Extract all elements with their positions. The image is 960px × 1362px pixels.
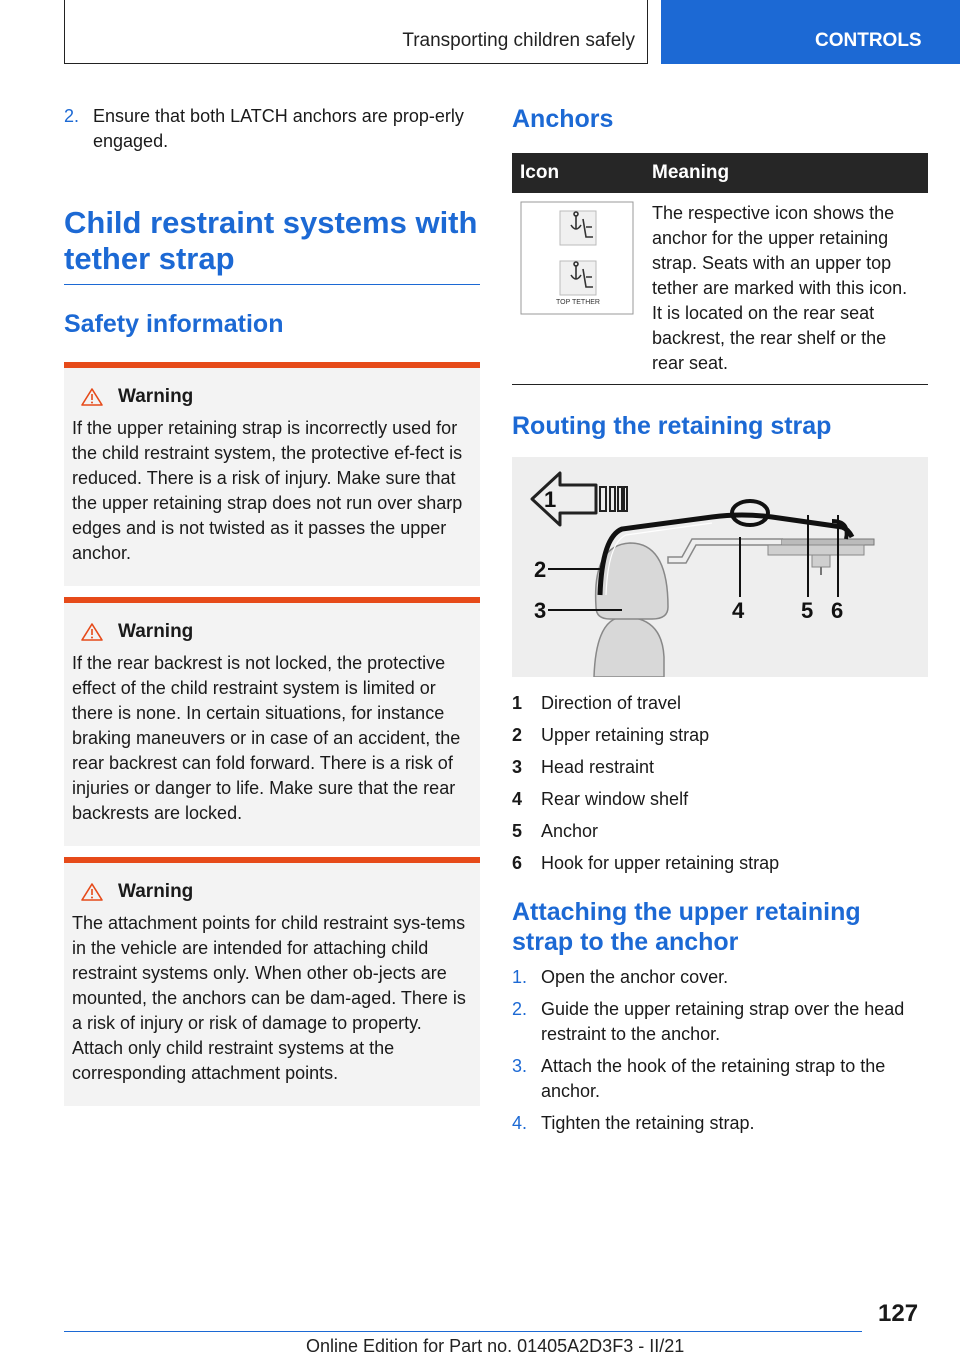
warning-title: Warning xyxy=(118,621,194,642)
icon-cell xyxy=(512,193,644,385)
diagram-label: 1 xyxy=(544,487,557,512)
legend-item: 2 Upper retaining strap xyxy=(512,725,710,745)
warning-title: Warning xyxy=(118,386,194,407)
step-text: Open the anchor cover. xyxy=(541,967,729,987)
warning-box xyxy=(64,597,480,846)
legend-item: 3 Head restraint xyxy=(512,757,655,777)
step-item xyxy=(512,1054,928,1104)
step-item xyxy=(512,1111,928,1136)
step-text: Attach the hook of the retaining strap to the anchor. xyxy=(541,1056,886,1101)
legend-item: 5 Anchor xyxy=(512,821,599,841)
step-number: 1. xyxy=(512,967,528,987)
anchors-table xyxy=(512,153,928,385)
diagram-label: 6 xyxy=(831,598,844,623)
warning-triangle-icon xyxy=(80,882,104,902)
table-header-meaning: Meaning xyxy=(644,153,928,193)
step-item xyxy=(64,104,480,154)
warning-box xyxy=(64,362,480,586)
meaning-cell: The respective icon shows the anchor for the upper retaining strap. Seats with an upper top tether are marked with this icon. It is located on the rear seat backrest, the rear shelf or the rear seat. xyxy=(644,193,928,385)
routing-heading: Routing the retaining strap xyxy=(512,412,832,440)
warning-box xyxy=(64,857,480,1106)
footer-rule xyxy=(64,1331,862,1332)
warning-text: The attachment points for child restraint sys‐tems in the vehicle are intended for attaching child restraint systems only. When other ob‐jects are mounted, the anchors can be dam‐aged. There is a risk of injury or risk of damage to property. Attach only child restraint systems at the corresponding attachment points. xyxy=(72,913,466,1083)
step-text: Ensure that both LATCH anchors are prop‐erly engaged. xyxy=(93,106,464,151)
step-number: 3. xyxy=(512,1056,528,1076)
warning-text: If the upper retaining strap is incorrectly used for the child restraint system, the protective ef‐fect is reduced. There is a risk of injury. Make sure that the upper retaining strap does not run over sharp edges and is not twisted as it passes the upper anchor. xyxy=(72,418,463,563)
warning-triangle-icon xyxy=(80,387,104,407)
section-heading: Child restraint systems with tether strap xyxy=(64,205,478,276)
warning-text: If the rear backrest is not locked, the protective effect of the child restraint system is limited or there is none. In certain situations, for instance braking maneuvers or in case of an accident, the rear backrest can fold forward. There is a risk of injuries or danger to life. Make sure that the rear backrests are locked. xyxy=(72,653,461,823)
step-text: Guide the upper retaining strap over the head restraint to the anchor. xyxy=(541,999,905,1044)
diagram-label: 5 xyxy=(801,598,814,623)
heading-rule xyxy=(64,284,480,285)
safety-heading: Safety information xyxy=(64,310,284,338)
section-tab[interactable] xyxy=(661,0,960,64)
table-header-icon: Icon xyxy=(512,153,644,193)
table-row xyxy=(512,193,928,385)
chapter-title: Transporting children safely xyxy=(402,30,635,51)
attach-steps xyxy=(512,965,928,1136)
step-number: 2. xyxy=(512,999,528,1019)
retaining-strap-diagram xyxy=(512,457,928,677)
attach-heading: Attaching the upper retaining strap to the anchor xyxy=(512,898,861,956)
page-number: 127 xyxy=(878,1300,919,1327)
step-number: 4. xyxy=(512,1113,528,1133)
right-column xyxy=(512,104,928,1136)
legend-item: 6 Hook for upper retaining strap xyxy=(512,853,780,873)
warning-triangle-icon xyxy=(80,622,104,642)
diagram-legend xyxy=(512,687,928,879)
section-label: CONTROLS xyxy=(815,30,922,51)
legend-item: 4 Rear window shelf xyxy=(512,789,689,809)
left-column xyxy=(64,104,480,1106)
legend-item: 1 Direction of travel xyxy=(512,693,682,713)
diagram-label: 2 xyxy=(534,557,547,582)
top-tether-anchor-icon xyxy=(520,201,634,315)
step-item xyxy=(512,965,928,990)
step-number: 2. xyxy=(64,106,80,126)
top-tether-caption: TOP TETHER xyxy=(556,299,600,306)
header-bar xyxy=(64,0,648,64)
step-text: Tighten the retaining strap. xyxy=(541,1113,755,1133)
warning-title: Warning xyxy=(118,881,194,902)
step-item xyxy=(512,997,928,1047)
anchors-heading: Anchors xyxy=(512,105,614,133)
diagram-label: 4 xyxy=(732,598,745,623)
diagram-label: 3 xyxy=(534,598,547,623)
edition-note: Online Edition for Part no. 01405A2D3F3 - II/21 xyxy=(306,1336,685,1356)
